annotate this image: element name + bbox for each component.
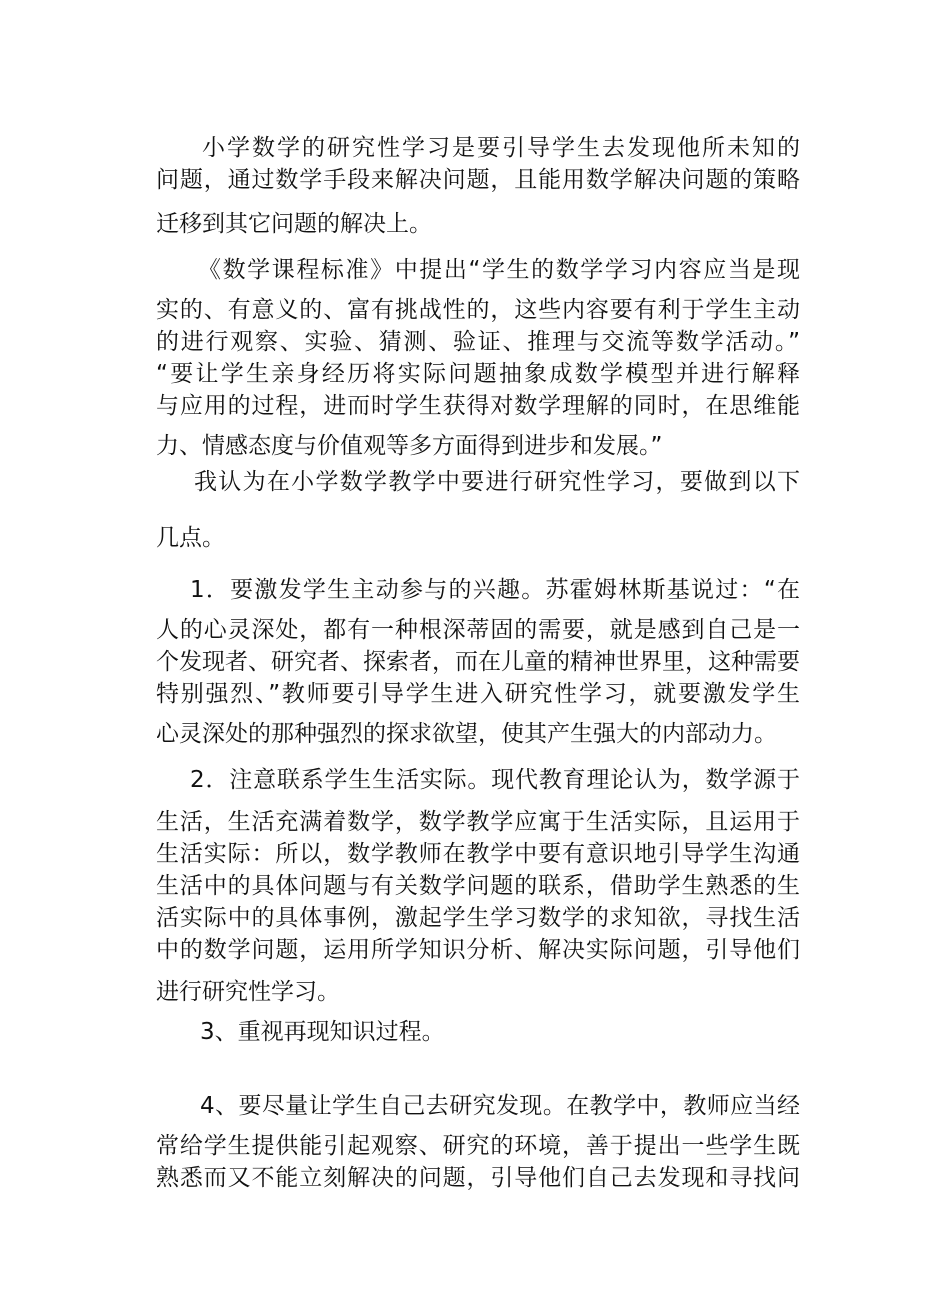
text-line: 实的、有意义的、富有挑战性的，这些内容要有利于学生主动: [156, 297, 800, 323]
paragraph-4: [156, 574, 800, 750]
text-line: 4、要尽量让学生自己去研究发现。在教学中，教师应当经: [200, 1093, 800, 1119]
text-line: 生活实际：所以，数学教师在教学中要有意识地引导学生沟通: [156, 841, 800, 867]
text-line: 个发现者、研究者、探索者，而在儿童的精神世界里，这种需要: [156, 649, 800, 675]
text-line: 1．要激发学生主动参与的兴趣。苏霍姆林斯基说过：“在: [190, 577, 800, 603]
paragraph-2: [156, 254, 800, 462]
text-line: 的进行观察、实验、猜测、验证、推理与交流等数学活动。”: [156, 329, 800, 355]
paragraph-7: [156, 1090, 800, 1194]
text-line: 问题，通过数学手段来解决问题，且能用数学解决问题的策略: [156, 167, 800, 193]
text-line: 迁移到其它问题的解决上。: [156, 211, 432, 237]
text-line: 人的心灵深处，都有一种根深蒂固的需要，就是感到自己是一: [156, 617, 800, 643]
text-line: 熟悉而又不能立刻解决的问题，引导他们自己去发现和寻找问: [156, 1165, 800, 1191]
text-line: “要让学生亲身经历将实际问题抽象成数学模型并进行解释: [156, 361, 800, 387]
text-line: 活实际中的具体事例，激起学生学习数学的求知欲，寻找生活: [156, 905, 800, 931]
text-line: 2．注意联系学生生活实际。现代教育理论认为，数学源于: [190, 767, 800, 793]
text-line: 常给学生提供能引起观察、研究的环境，善于提出一些学生既: [156, 1133, 800, 1159]
text-line: 《数学课程标准》中提出“学生的数学学习内容应当是现: [198, 257, 800, 283]
text-line: 进行研究性学习。: [156, 979, 340, 1005]
text-line: 与应用的过程，进而时学生获得对数学理解的同时，在思维能: [156, 393, 800, 419]
text-line: 生活中的具体问题与有关数学问题的联系，借助学生熟悉的生: [156, 873, 800, 899]
text-line: 心灵深处的那种强烈的探求欲望，使其产生强大的内部动力。: [156, 721, 777, 747]
text-line: 几点。: [156, 525, 225, 551]
text-line: 特别强烈、”教师要引导学生进入研究性学习，就要激发学生: [156, 681, 800, 707]
text-line: 我认为在小学数学教学中要进行研究性学习，要做到以下: [194, 469, 800, 495]
paragraph-5: [156, 764, 800, 1008]
text-line: 3、重视再现知识过程。: [200, 1019, 445, 1045]
paragraph-1: [156, 132, 800, 240]
paragraph-6: [156, 1016, 800, 1048]
text-line: 小学数学的研究性学习是要引导学生去发现他所未知的: [202, 135, 800, 161]
paragraph-3: [156, 466, 800, 554]
text-line: 力、情感态度与价值观等多方面得到进步和发展。”: [156, 433, 663, 459]
text-line: 生活，生活充满着数学，数学教学应寓于生活实际，且运用于: [156, 809, 800, 835]
text-line: 中的数学问题，运用所学知识分析、解决实际问题，引导他们: [156, 937, 800, 963]
